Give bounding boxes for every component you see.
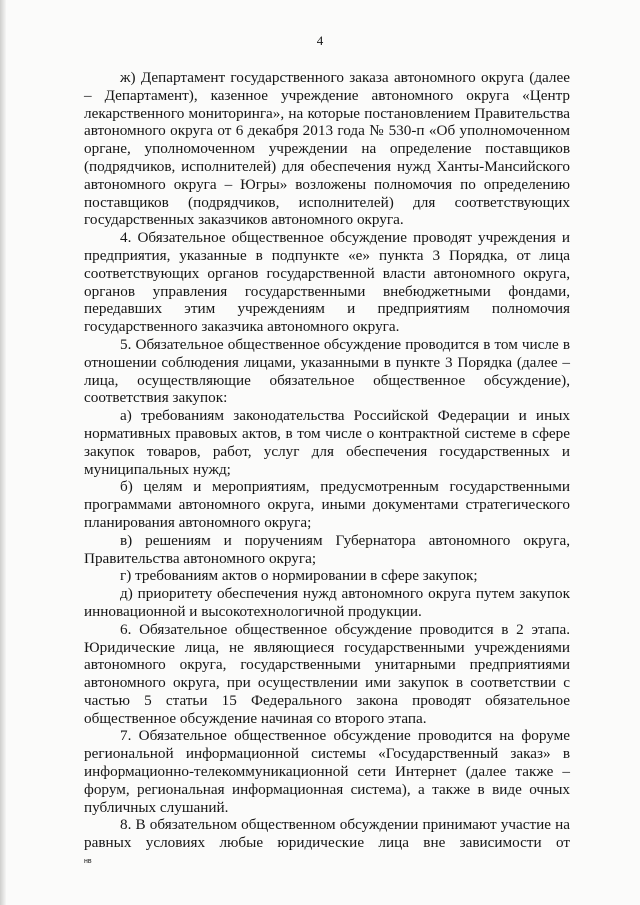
paragraph-5b: б) целям и мероприятиям, предусмотренным государственными программами автономного округа, иными документами стратегического планирования автономного округа; (84, 478, 570, 531)
paragraph-5: 5. Обязательное общественное обсуждение проводится в том числе в отношении соблюдения лицами, указанными в пункте 3 Порядка (далее – лица, осуществляющие обязательное общественное обсуждение), соответствия закупок: (84, 335, 570, 407)
paragraph-5v: в) решениям и поручениям Губернатора автономного округа, Правительства автономного округа; (84, 531, 570, 567)
scan-edge-shadow (0, 0, 6, 905)
paragraph-zh: ж) Департамент государственного заказа автономного округа (далее – Департамент), казенное учреждение автономного округа «Центр лекарственного мониторинга», на которые постановлением Правительства автономного округа от 6 декабря 2013 года № 530-п «Об уполномоченном органе, уполномоченном учреждении на определение поставщиков (подрядчиков, исполнителей) для обеспечения нужд Ханты-Мансийского автономного округа – Югры» возложены полномочия по определению поставщиков (подрядчиков, исполнителей) для соответствующих государственных заказчиков автономного округа. (84, 69, 570, 229)
paragraph-5g: г) требованиям актов о нормировании в сфере закупок; (120, 567, 478, 585)
paragraph-5d: д) приоритету обеспечения нужд автономного округа путем закупок инновационной и высокотехнологичной продукции. (84, 585, 570, 620)
paragraph-6: 6. Обязательное общественное обсуждение проводится в 2 этапа. Юридические лица, не являющиеся государственными учреждениями автономного округа, государственными унитарными предприятиями автономного округа, при осуществлении ими закупок в соответствии с частью 5 статьи 15 Федерального закона проводят обязательное общественное обсуждение начиная со второго этапа. (84, 620, 570, 727)
paragraph-4: 4. Обязательное общественное обсуждение проводят учреждения и предприятия, указанные в подпункте «е» пункта 3 Порядка, от лица соответствующих органов государственной власти автономного округа, органов управления государственными внебюджетными фондами, передавших этим учреждениям и предприятиям полномочия государственного заказчика автономного округа. (84, 229, 570, 336)
paragraph-8: 8. В обязательном общественном обсуждении принимают участие на равных условиях любые юридические лица вне зависимости от (84, 816, 570, 852)
document-body (84, 69, 570, 852)
page-number: 4 (316, 33, 324, 48)
paragraph-7: 7. Обязательное общественное обсуждение проводится на форуме региональной информационной системы «Государственный заказ» в информационно-телекоммуникационной сети Интернет (далее также – форум, региональная информационная система), а также в виде очных публичных слушаний. (84, 727, 570, 816)
paragraph-5a: а) требованиям законодательства Российской Федерации и иных нормативных правовых актов, в том числе о контрактной системе в сфере закупок товаров, работ, услуг для обеспечения государственных и муниципальных нужд; (84, 407, 570, 478)
footer-initials: нв (84, 858, 92, 865)
